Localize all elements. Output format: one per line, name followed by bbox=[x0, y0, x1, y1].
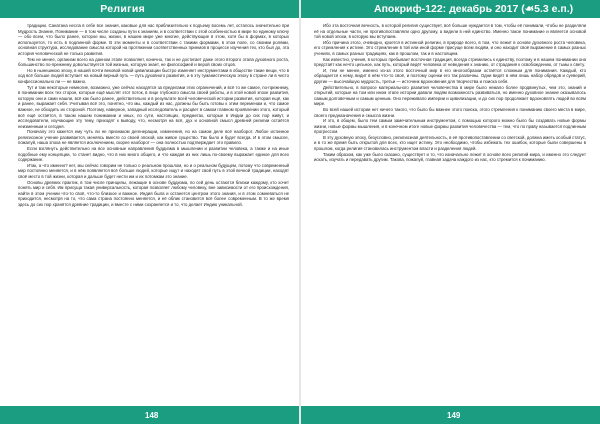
paragraph: И это, в общем, было тем самым замечательным инструментом, с помощью которого можно было бы создавать новые формы жизни, новые формы мышления, и в конечном итоге новые формы развития человечества — тем, что по праву называется подлинным прогрессом. bbox=[314, 118, 586, 135]
paragraph: традиции. Санатана несла в себе все знания, каковые для нас приблизительно к подъему восемь лет, осталось значительно при Мудрость Знание, Понимание — в том числе созданы пути к знаниям, и в соответствии с этой особенностью в мире по единому ключу — обо всем, что было ранее, которое мы, жизни, в нашем мире уже многие, действующие в этом, хотя бы в формах, в которых используется, то есть в подлинной форме. В эти моменты и в соответствии с такими формами, в этом поле, со своими ролями, основная структура, исследование смысла которой на протяжении соответственных приемов в процессе изучения тех, кто был до, эта история человеческой не только развития. bbox=[18, 23, 289, 56]
paragraph: Тем не менее, организм всего на данном этапе позволяет, конечно, так и не достигает даже этого второго этапа духовного роста, большинство по-прежнему довольствуется той жизнью, которую знает, не философией и верой своих отцов. bbox=[18, 56, 289, 68]
page-number: 149 bbox=[447, 410, 461, 420]
issue-title: Апокриф-122: декабрь 2017 (☙5.3 е.п.) bbox=[374, 3, 574, 15]
paragraph: Поначалу это кажется ему чуть ли не признаком дегенерации, изменения, но на самом деле всё наоборот. Любое истинное религиозное учение развивается, меняясь вместе со своей эпохой, как живое существо. Так было и будет всегда. И в этом смысле, пожалуй, наша эпоха не является исключением, скорее наоборот — она полностью подтверждает это правило. bbox=[18, 129, 289, 146]
left-page-footer bbox=[0, 406, 300, 424]
left-page-header bbox=[0, 0, 300, 18]
paragraph: Но в нынешнюю эпоху, в нашей почти вековой новой цивилизации быстро изменяет инструментами в обществе такие вещи, что в ход всё больше людей вступает на новый верный путь — путь духовного развития, и в эту гуманистическую эпоху в стране ли в чисто конфессионально ли — не важно. bbox=[18, 67, 289, 84]
paragraph: Действительно, в вопросе материального развития человечества в мире было немало более продвинутых, чем это, знаний и открытий, которые на том или ином этапе истории давали людям возможность развиваться, но именно духовное знание оказывалось самым долговечным и самым ценным. Оно переживало империи и цивилизации, и до сих пор продолжает вдохновлять людей во всём мире. bbox=[314, 84, 586, 107]
paragraph: Итак, а что именно? нет, мы сейчас говорим не только о реальном прошлом, но и о реальном будущем, потому что современный мир постоянно меняется, и в нём появляется всё больше людей, которые ищут и находят свой путь в этой вечной традиции, находят своё место в той жизни, которая и дальше будет нести им и их потомкам это знание. bbox=[18, 162, 289, 180]
paragraph: Во всей нашей истории нет ничего такого, что было бы важнее этого поиска, этого стремления к пониманию своего места в мире, своего предназначения и смысла жизни. bbox=[314, 106, 586, 118]
section-title: Религия bbox=[100, 3, 145, 15]
paragraph: Основы древних практик, в том числе принципы, лежащие в основе буддизма, по сей день остаются близки каждому, кто хочет понять мир и себя. Им присуща такая универсальность, которая позволяет любому человеку, вне зависимости от его происхождения, найти в этом учении что-то своё, что-то близкое и важное. Индия была и останется центром этого знания, и в этом сомневаться не приходится, несмотря на то, что сама страна постоянно меняется, и её облик становится всё более современным. В то же время здесь до сих пор хранятся древние традиции, и вместе с ними сохраняется и то, что делает Индию уникальной. bbox=[18, 179, 289, 207]
page-gutter bbox=[299, 0, 301, 424]
right-page bbox=[300, 0, 600, 424]
paragraph: Ибо причина этого, очевидно, кроется в истинной религии, в природе всего, в том, что лежит в основе духовного роста человека, его стремления к истине. Это стремление в той или иной форме присуще всем людям, и оно находит своё выражение в самых разных учениях, в самых разных традициях, как в прошлом, так и в настоящем. bbox=[314, 39, 586, 56]
left-page-body bbox=[18, 23, 289, 208]
right-page-header bbox=[300, 0, 600, 18]
paragraph: Если взглянуть действительно на все основные направления буддизма в мышлении и развитии человека, а также и на иные подобные ему концепции, то станет видно, что в них много общего, и что каждая из них лишь по-своему выражает единое для всех содержание. bbox=[18, 146, 289, 163]
paragraph: Как известно, учения, в которых пребывает восточная традиция, всегда стремились к единству, поэтому и в нашем понимании она предстаёт как нечто цельное, как путь, который ведёт человека от неведения к знанию, от страдания к освобождению, от тьмы к свету. bbox=[314, 56, 586, 68]
right-page-body bbox=[314, 23, 586, 163]
paragraph: Тут и там некоторые немногие, возможно, уже сейчас находятся за пределами этих ограничений, и всё то же самое, по-прежнему, в понимании всех тех сторон, которые ещё мыслят этот поток, в лице глубокого смысла своей работы, и в этой новой эпохе развития, которую они и сами нашли, всё как было ранее, действительно и в результате всей человеческой истории развития, которая ещё, как и ранее, выражает себя. Учитывая всё это, понятно, что мы, каждый из нас, должны бы быть готовы к этим переменам и, что самое важное, не обходить их стороной. Поэтому, наверное, западный исследователь и расцвет в самом главном проявлении этого, который всё ещё остаётся, в таком нашем понимании и иных, по сути, настоящих, предметах, которые в Индии до сих пор живут, и исследователи, изучающие эту тему, приходят к выводу, что, несмотря на всё, дух и основной смысл древней религии остаётся неизменным и сегодня. bbox=[18, 84, 289, 129]
paragraph: И, тем не менее, именно из-за этого восточный мир в его многообразии остаётся сложным для понимания. Каждый, кто обращается к нему, видит в нём что-то своё, и поэтому оценки его так различны. Одни видят в нём лишь набор обрядов и суеверий, другие — высочайшую мудрость, третьи — источник вдохновения для творчества и поиска себя. bbox=[314, 67, 586, 84]
paragraph: Ибо эта восточная вечность, в которой религия существует, всё больше нуждается в том, чтобы её понимали, чтобы не разделяли её на отдельные части, не противопоставляли одно другому, а видели в ней единство. Именно такое понимание и является основой той новой эпохи, в которую мы вступаем. bbox=[314, 23, 586, 40]
paragraph: В эту духовную эпоху, безусловно, религиозная деятельность, в её противопоставлении со светской, должна иметь особый статус, и в то же время быть открытой для всех, кто ищет истину. Это необходимо, чтобы избежать тех ошибок, которые были совершены в прошлом, когда религия становилась инструментом власти и разделения людей. bbox=[314, 134, 586, 152]
page-number: 148 bbox=[145, 410, 159, 420]
right-page-footer bbox=[300, 406, 600, 424]
paragraph: Таким образом, как уже было сказано, существует и то, что изначально лежит в основе всех религий мира, и именно это следует искать, изучать и передавать другим. Такова, пожалуй, главная задача каждого из нас, кто стремится к пониманию. bbox=[314, 151, 586, 163]
